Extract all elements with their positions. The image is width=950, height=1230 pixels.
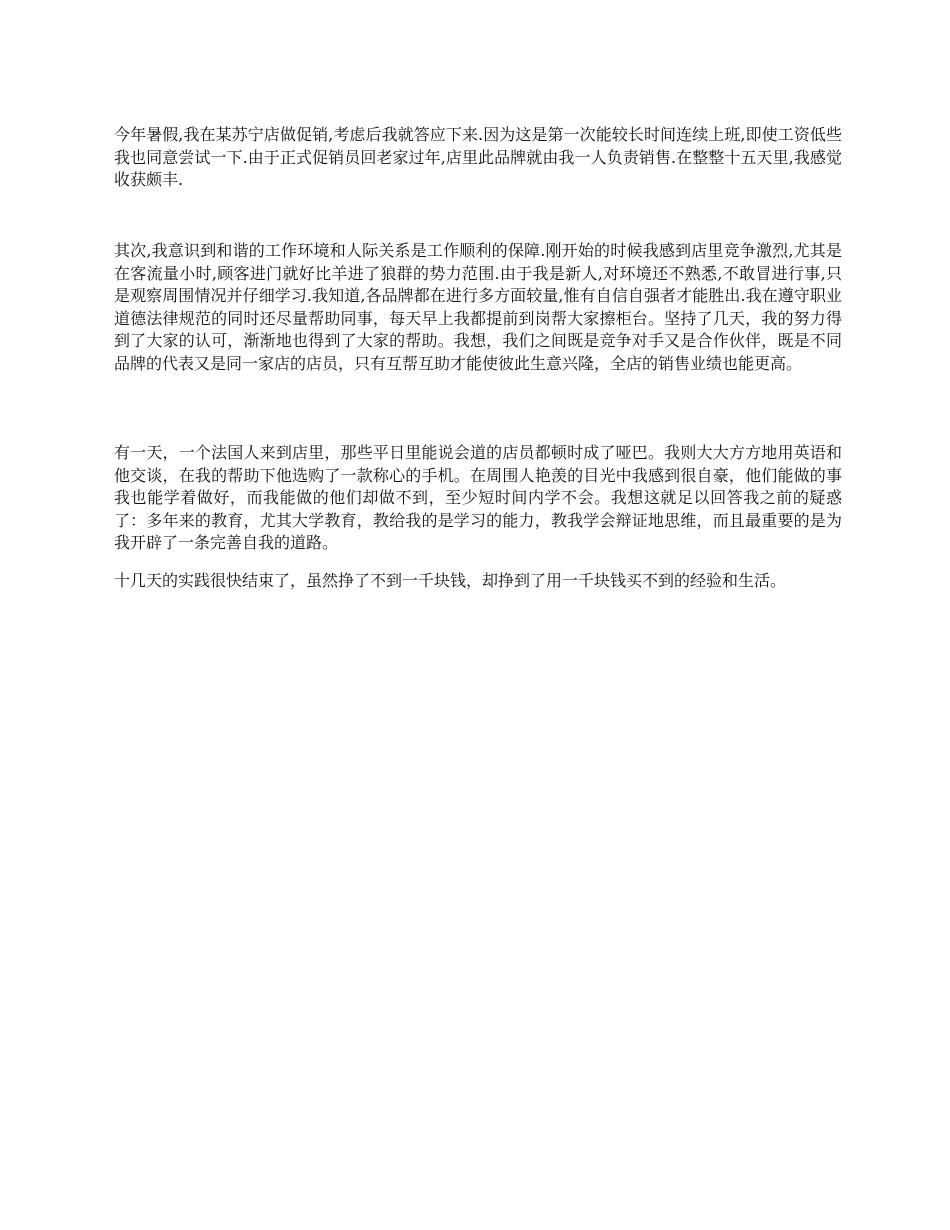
paragraph-3: 有一天，一个法国人来到店里，那些平日里能说会道的店员都顿时成了哑巴。我则大大方方地用英语和他交谈，在我的帮助下他选购了一款称心的手机。在周围人艳羡的目光中我感到很自豪，他们能做的事我也能学着做好，而我能做的他们却做不到，至少短时间内学不会。我想这就足以回答我之前的疑惑了：多年来的教育，尤其大学教育，教给我的是学习的能力，教我学会辩证地思维，而且最重要的是为我开辟了一条完善自我的道路。 xyxy=(114,443,842,552)
paragraph-1: 今年暑假,我在某苏宁店做促销,考虑后我就答应下来.因为这是第一次能较长时间连续上班,即使工资低些我也同意尝试一下.由于正式促销员回老家过年,店里此品牌就由我一人负责销售.在整整十五天里,我感觉收获颇丰. xyxy=(114,125,842,189)
paragraph-2: 其次,我意识到和谐的工作环境和人际关系是工作顺利的保障.刚开始的时候我感到店里竞争激烈,尤其是在客流量小时,顾客进门就好比羊进了狼群的势力范围.由于我是新人,对环境还不熟悉,不敢冒进行事,只是观察周围情况并仔细学习.我知道,各品牌都在进行多方面较量,惟有自信自强者才能胜出.我在遵守职业道德法律规范的同时还尽量帮助同事，每天早上我都提前到岗帮大家擦柜台。坚持了几天，我的努力得到了大家的认可，渐渐地也得到了大家的帮助。我想，我们之间既是竞争对手又是合作伙伴，既是不同品牌的代表又是同一家店的店员，只有互帮互助才能使彼此生意兴隆，全店的销售业绩也能更高。 xyxy=(114,241,842,373)
paragraph-4: 十几天的实践很快结束了，虽然挣了不到一千块钱，却挣到了用一千块钱买不到的经验和生活。 xyxy=(114,571,787,590)
document-page xyxy=(114,0,842,1230)
